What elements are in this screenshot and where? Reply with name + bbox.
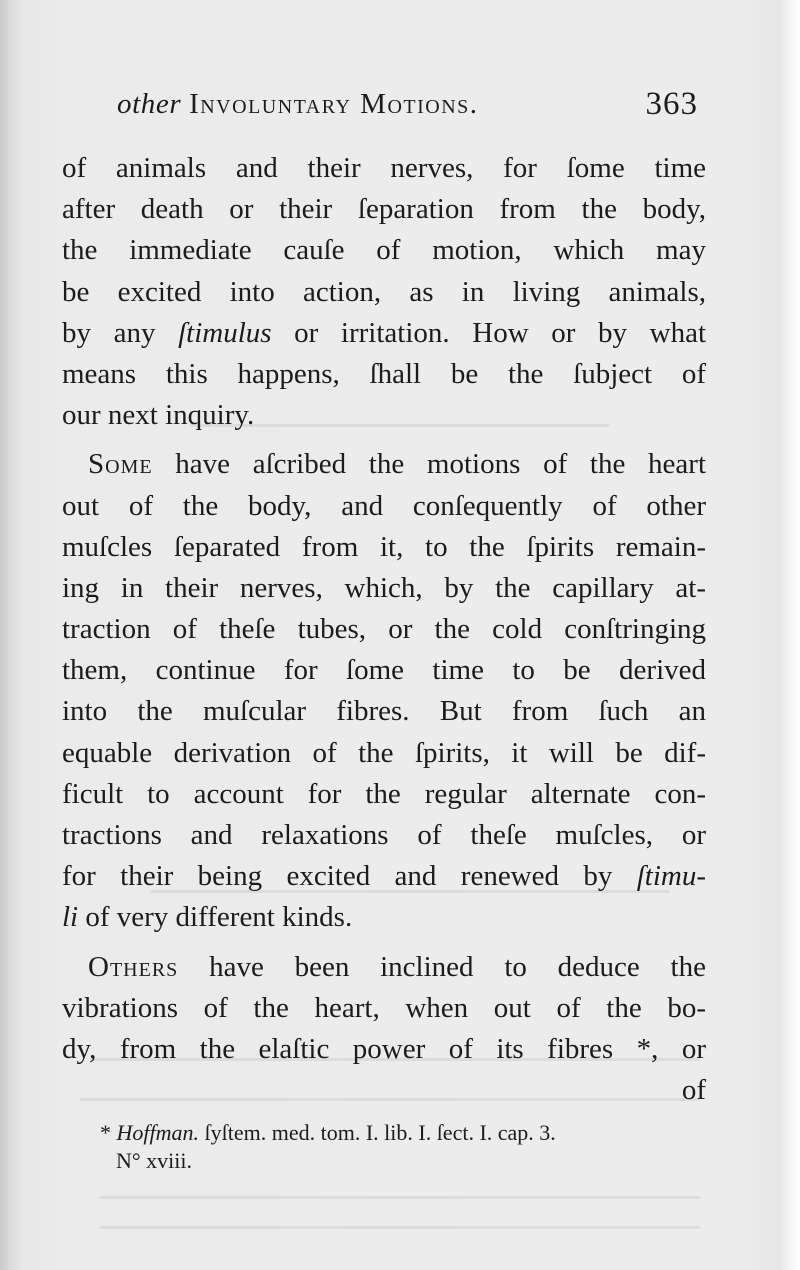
footnote-mark: * [100, 1120, 111, 1145]
text-line: the immediate cauſe of motion, which may [62, 234, 706, 267]
italic-term: li [62, 901, 79, 934]
text-line: our next inquiry. [62, 399, 255, 432]
text-line [62, 444, 706, 485]
text-run: of very different kinds. [78, 901, 353, 934]
running-title-caps: Involuntary Motions. [189, 88, 479, 120]
text-line [62, 313, 706, 354]
text-line: means this happens, ſhall be the ſubject of [62, 357, 706, 390]
text-line: be excited into action, as in living animals, [62, 275, 706, 308]
text-run: have aſcribed the motions of the heart [152, 448, 706, 481]
text-line: ing in their nerves, which, by the capillary at- [62, 571, 706, 604]
text-line: vibrations of the heart, when out of the bo- [62, 991, 706, 1024]
footnote-line [100, 1119, 710, 1147]
footnote-author: Hoffman. [116, 1120, 199, 1145]
text-run: for their being excited and renewed by [62, 860, 637, 893]
footnote-citation: ſyſtem. med. tom. I. lib. I. ſect. I. cap. 3. [199, 1120, 556, 1145]
text-line: traction of theſe tubes, or the cold conſtringing [62, 613, 706, 646]
footnote-line: N° xviii. [116, 1148, 193, 1173]
paragraph-lead: Some [88, 448, 153, 481]
bleed-through [100, 1196, 700, 1199]
text-line: out of the body, and conſequently of other [62, 489, 706, 522]
running-title-italic: other [117, 88, 182, 120]
catchword: of [681, 1074, 706, 1107]
text-line: of animals and their nerves, for ſome time [62, 152, 706, 184]
text-run: or irritation. How or by what [271, 316, 707, 349]
running-title [117, 88, 479, 121]
text-run: by any [62, 316, 179, 349]
text-line: into the muſcular fibres. But from ſuch an [62, 695, 706, 728]
text-line: after death or their ſeparation from the body, [62, 193, 706, 226]
italic-term: ſtimulus [178, 316, 272, 349]
text-line: muſcles ſeparated from it, to the ſpirits remain- [62, 530, 706, 563]
text-line: them, continue for ſome time to be derived [62, 654, 706, 687]
main-text [62, 148, 706, 1111]
text-line: ficult to account for the regular alternate con- [62, 777, 706, 810]
paragraph-lead: Others [88, 950, 179, 983]
text-line: dy, from the elaſtic power of its fibres *, or [62, 1032, 706, 1065]
text-run: have been inclined to deduce the [178, 950, 706, 983]
bleed-through [100, 1226, 700, 1229]
page-number: 363 [645, 86, 698, 122]
italic-term: ſtimu- [636, 860, 706, 893]
text-line [62, 856, 706, 897]
text-line: tractions and relaxations of theſe muſcles, or [62, 819, 706, 851]
footnote [100, 1119, 710, 1175]
text-line: equable derivation of the ſpirits, it will be dif- [62, 736, 706, 769]
text-line [62, 897, 706, 938]
page-header [62, 86, 722, 132]
text-line [62, 947, 706, 988]
